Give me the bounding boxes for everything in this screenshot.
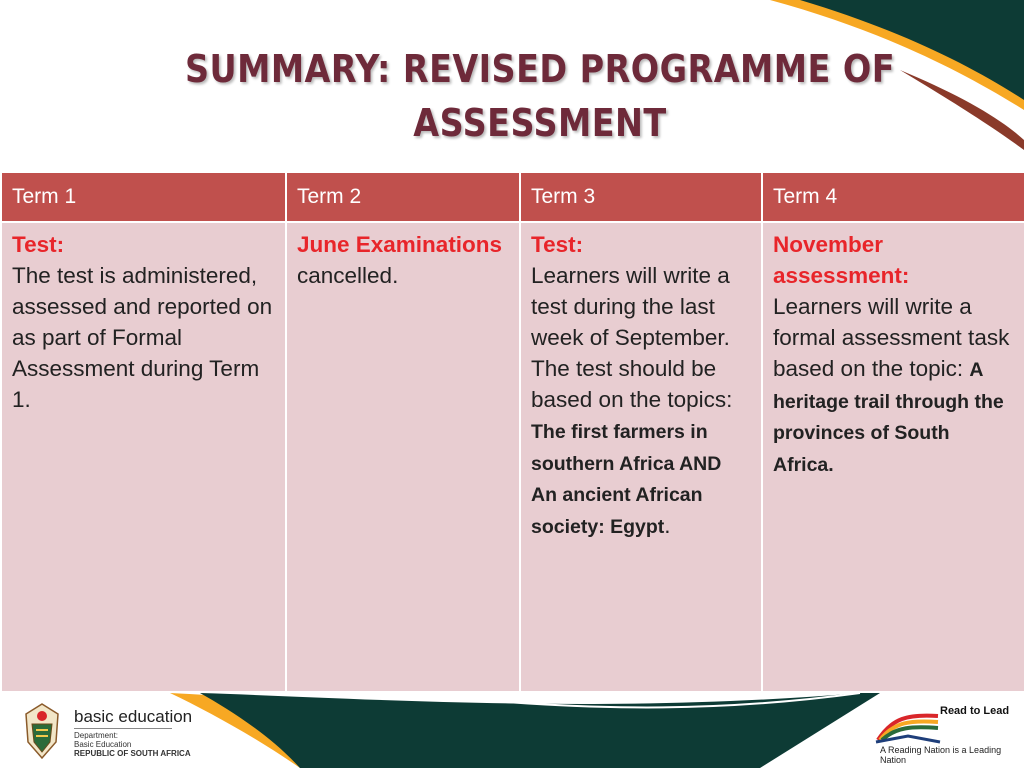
term-3-body-1: Learners will write a test during the last week of September. xyxy=(531,263,730,350)
read-to-lead-tagline: A Reading Nation is a Leading Nation xyxy=(880,745,1002,765)
title-line-2: ASSESSMENT xyxy=(413,101,667,145)
term-1-cell xyxy=(1,222,286,692)
title-line-1: SUMMARY: REVISED PROGRAMME OF xyxy=(185,47,895,91)
table-header-row xyxy=(1,173,1024,222)
term-3-topics: The first farmers in southern Africa AND An ancient African society: Egypt xyxy=(531,421,722,538)
header-term-1: Term 1 xyxy=(1,173,286,222)
department-text xyxy=(74,731,191,758)
term-1-body: The test is administered, assessed and reported on as part of Formal Assessment during Term 1. xyxy=(12,263,273,412)
term-3-body-2-text: The test should be based on the topics: xyxy=(531,356,733,412)
basic-education-divider xyxy=(74,728,172,729)
coat-of-arms-icon xyxy=(18,702,66,762)
term-4-cell xyxy=(762,222,1024,692)
page-title xyxy=(118,42,963,150)
department-name: Basic Education xyxy=(74,740,132,749)
header-term-2: Term 2 xyxy=(286,173,520,222)
term-4-topic: A heritage trail through the provinces of South Africa. xyxy=(773,359,1004,476)
term-4-body xyxy=(773,291,1014,479)
term-2-body: cancelled. xyxy=(297,263,399,288)
assessment-table xyxy=(0,173,1024,693)
term-4-heading: November assessment: xyxy=(773,232,910,288)
department-label: Department: xyxy=(74,731,119,740)
term-2-cell xyxy=(286,222,520,692)
open-book-icon xyxy=(872,700,942,744)
read-to-lead-heading: Read to Lead xyxy=(940,705,1010,717)
table-row xyxy=(1,222,1024,692)
term-3-body-2 xyxy=(531,353,751,541)
term-3-heading: Test: xyxy=(531,232,584,257)
country-name: REPUBLIC OF SOUTH AFRICA xyxy=(74,749,191,758)
header-term-4: Term 4 xyxy=(762,173,1024,222)
term-3-cell xyxy=(520,222,762,692)
term-4-body-text: Learners will write a formal assessment task based on the topic: xyxy=(773,294,1010,381)
basic-education-name: basic education xyxy=(74,707,193,726)
term-2-heading: June Examinations xyxy=(297,232,503,257)
header-term-3: Term 3 xyxy=(520,173,762,222)
term-3-end: . xyxy=(664,512,671,538)
term-1-heading: Test: xyxy=(12,232,65,257)
